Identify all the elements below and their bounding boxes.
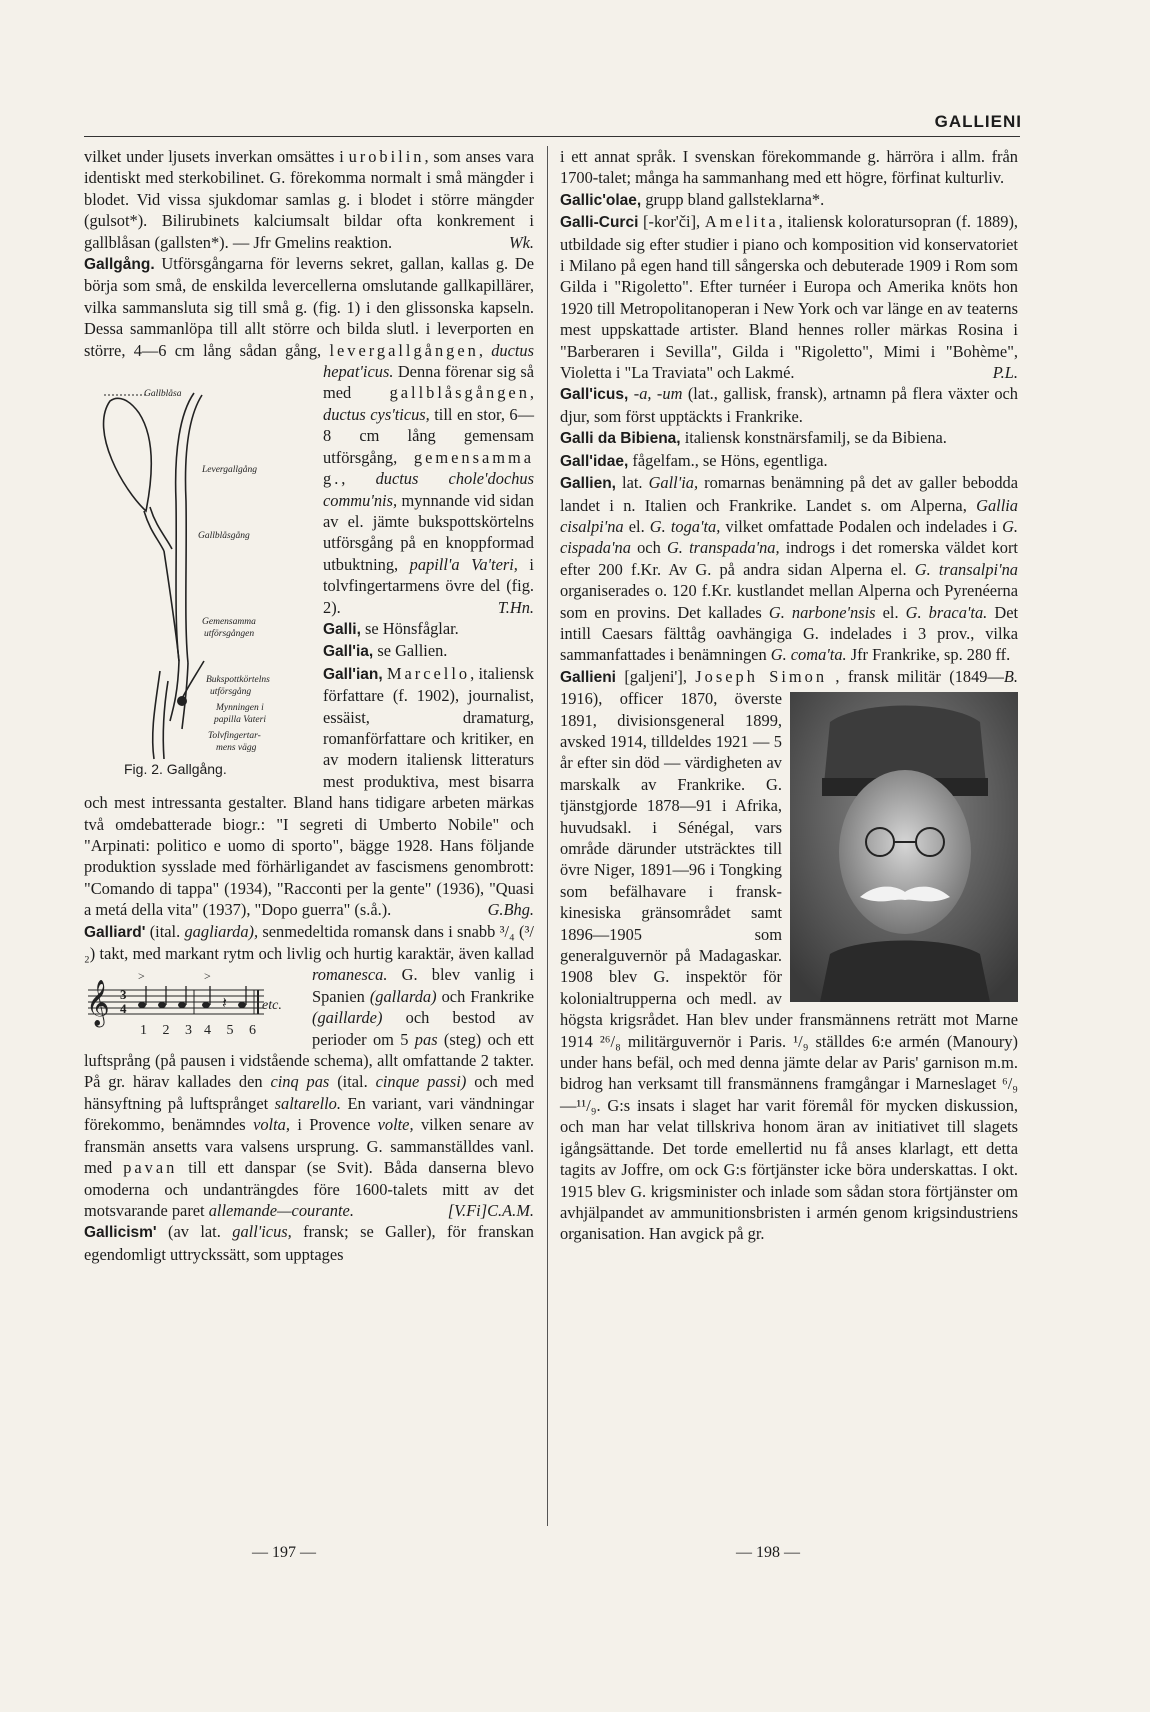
- label-tolvfingertarmens: Tolvfingertar-: [208, 731, 261, 742]
- entry-gallgang: Gallgång. Utförsgångarna för leverns sekret, gallan, kallas g. De börja som små, de enskilda levercellerna omslutande gallkapillärer, vilka sammansluta sig till små g. (fig. 1) i den glissonska kapseln. Dessa sammanlöpa till allt större och bilda slutl. i leverporten en större, 4—6 cm lång sådan gång, Gallblåsa Levergallgång Gallblåsgång Gemensamma utförsgången Bukspottkörtelns utförsgång Mynningen i papilla Vateri Tolvfingertar- mens vägg Fig. 2. Gallgång. levergallgången, ductus hepat'icus. Denna förenar sig så med gallblåsgången, ductus cys'ticus, till en stor, 6—8 cm lång gemensam utförsgång, gemensamma g., ductus chole'dochus commu'nis, mynnande vid sidan av el. jämte bukspottskörtelns utförsgång på en knoppformad utbuktning, papill'a Va'teri, i tolvfingertarmens övre del (fig. 2). T.Hn.: [84, 253, 534, 618]
- svg-text:>: >: [204, 969, 211, 984]
- svg-text:etc.: etc.: [262, 998, 282, 1014]
- svg-text:1 2 3: 1 2 3: [140, 1023, 198, 1039]
- page-number-left: — 197 —: [252, 1544, 316, 1561]
- svg-text:𝄽: 𝄽: [222, 995, 227, 1013]
- label-utforsgangen: utförsgången: [204, 629, 255, 640]
- rhythm-scheme: [84, 966, 304, 1044]
- svg-text:3: 3: [120, 987, 127, 1003]
- page-number-right: — 198 —: [736, 1544, 800, 1561]
- label-mynningen: Mynningen i: [216, 703, 264, 714]
- label-gemensamma: Gemensamma: [202, 617, 256, 628]
- running-title: GALLIENI: [934, 112, 1022, 131]
- left-column: [84, 146, 534, 1265]
- label-gallblasa: Gallblåsa: [144, 389, 182, 400]
- label-papilla: papilla Vateri: [214, 715, 266, 726]
- music-notation: [84, 966, 304, 1044]
- gallieni-portrait: [790, 692, 1018, 1002]
- label-bukspottkortelns: Bukspottkörtelns: [206, 675, 270, 686]
- label-bukspott-utforsgang: utförsgång: [210, 687, 252, 698]
- entry-galli: Galli, se Hönsfåglar.: [323, 618, 459, 638]
- entry-gallia: Gall'ia, se Gallien.: [323, 641, 448, 661]
- entry-gallicism-continuation: i ett annat språk. I svenskan förekommande g. härröra i allm. från 1700-talet; många ha sammanhang med ett högre, förfinat kulturliv.: [560, 147, 1018, 188]
- entry-galli-curci: Galli-Curci [-kor'či], Amelita, italiensk koloratursopran (f. 1889), utbildade sig efter studier i piano och komposition vid konservatoriet i Milano på egen hand till sångerska och debuterade 1909 i Rom som Gilda i "Rigoletto". Efter turnéer i Europa och Amerika knöts hon 1920 till Metropolitanoperan i New York och var länge en av teaterns mest uppskattade artister. Bland hennes roller märkas Rosina i "Barberaren i Sevilla", Gilda i "Rigoletto", Mimi i "Bohème", Violetta i "La Traviata" och Lakmé. P.L.: [560, 212, 1018, 383]
- column-divider: [547, 146, 548, 1526]
- svg-text:4: 4: [120, 1001, 127, 1017]
- figure-gallgang: [84, 361, 309, 779]
- entry-galliard: Galliard' (ital. gagliarda), senmedeltida romansk dans i snabb ³/₄ (³/₂) takt, med markant rytm och livlig och hurtig karaktär, även kallad romanesca. 𝄞 3 4 𝄽 > > etc. 1 2 3 4 5 6 G. blev vanlig i Spanien (gallarda) och Frankrike (gaillarde) och bestod av perioder om 5 pas (steg) och ett luftsprång (på pausen i vidstående schema), allt omfattande 2 takter. På gr. härav kallades den cinq pas (ital. cinque passi) och med hänsyftning på luftsprånget saltarello. En variant, vari vändningar förekommo, benämndes volta, i Provence volte, vilken senare av fransmän ansetts vara valsens ursprung. G. sammanställdes vanl. med pavan till ett danspar (se Svit). Båda danserna blevo omoderna och undanträngdes före 1600-talets mitt av det motsvarande paret allemande—courante. [V.Fi]C.A.M.: [84, 921, 535, 1220]
- figure-caption: Fig. 2. Gallgång.: [124, 761, 227, 778]
- label-vagg: mens vägg: [216, 743, 257, 754]
- entry-gallidae: Gall'idae, fågelfam., se Höns, egentliga.: [560, 450, 828, 470]
- entry-gallian: Gall'ian, Marcello, italiensk författare (f. 1902), journalist, essäist, dramaturg, romanförfattare och kritiker, en av modern italiensk litteraturs mest produktiva, mest bisarra och mest intressanta gestalter. Bland hans tidigare arbeten märkas två omdebatterade biogr.: "I segreti di Umberto Nobile" och "Arpinati: politico e uomo di sporto", bägge 1928. Hans följande produktion sysslade med förhärligandet av fascismens genombrott: "Comando di tappa" (1934), "Racconti per la gente" (1936), "Quasi a metá della vita" (1937), "Dopo guerra" (s.å.). G.Bhg.: [84, 663, 534, 920]
- header-rule: [84, 136, 1020, 137]
- svg-text:𝄞: 𝄞: [86, 980, 110, 1027]
- entry-urobilin-continuation: vilket under ljusets inverkan omsättes i urobilin, som anses vara identiskt med sterkobilinet. G. förekomma normalt i små mängder i blodet. Vid vissa sjukdomar samlas g. i blodet i större mängder (gulsot*). Bilirubinets kalciumsalt bildar ofta konkrement i gallblåsan (gallsten*). — Jfr Gmelins reaktion. Wk.: [84, 147, 534, 252]
- right-column: [560, 146, 1018, 1245]
- entry-gallicism: Gallicism' (av lat. gall'icus, fransk; se Galler), för franskan egendomligt uttryckssätt, som upptages: [84, 1222, 534, 1264]
- gallgang-diagram: [84, 361, 309, 779]
- label-levergallgang: Levergallgång: [202, 465, 258, 476]
- entry-galli-da-bibiena: Galli da Bibiena, italiensk konstnärsfamilj, se da Bibiena.: [560, 428, 947, 448]
- entry-gallicus: Gall'icus, -a, -um (lat., gallisk, fransk), artnamn på flera växter och djur, som först upptäckts i Frankrike.: [560, 384, 1018, 426]
- entry-gallieni: Gallieni [galjeni'], Joseph Simon , fransk militär (1849—1916), officer 1870, överste 1891, divisionsgeneral 1899, avsked 1914, tilldeldes 1921 — 5 år efter sin död — värdigheten av marskalk av Frankrike. G. tjänstgjorde 1878—91 i Afrika, huvudsakl. i Sénégal, vars område därunder utsträcktes till övre Niger, 1891—96 i Tongking som befälhavare i fransk-kinesiska gränsområdet samt 1896—1905 som generalguvernör på Madagaskar. 1908 blev G. inspektör för kolonialtrupperna och medl. av högsta krigsrådet. Han blev under fransmännens reträtt mot Marne 1914 ²⁶/₈ militärguvernör i Paris. ¹/₉ ställdes 6:e armén (Manoury) under hans befäl, och med denna jämte delar av Paris' garnison m.m. bidrog han verksamt till fransmännens framgångar i Marneslaget ⁶/₉—¹¹/₉. G:s insats i slaget har varit föremål för mycken diskussion, och man har velat tillskriva honom äran av initiativet till slagets igångsättande. Det torde emellertid nu få anses klarlagt, ett detta tagits av Joffre, om ock G:s förtjänster icke böra underskattas. I okt. 1915 blev G. krigsminister och inlade som sådan stora förtjänster om avhjälpandet av ammunitionsbristen i armén genom krigsindustriens organisation. Han avgick på gr.: [560, 666, 1018, 1244]
- entry-gallicolae: Gallic'olae, grupp bland gallsteklarna*.: [560, 189, 825, 209]
- portrait-photo: [790, 692, 1018, 1002]
- label-gallblasgang: Gallblåsgång: [198, 531, 250, 542]
- svg-text:>: >: [138, 969, 145, 984]
- entry-gallien: Gallien, lat. Gall'ia, romarnas benämning på det av galler bebodda landet i n. Italien och Frankrike. Landet s. om Alperna, Gallia cisalpi'na el. G. toga'ta, vilket omfattade Podalen och indelades i G. cispada'na och G. transpada'na, indrogs i det romerska väldet kort efter 200 f.Kr. Av G. på andra sidan Alperna el. G. transalpi'na organiserades o. 120 f.Kr. kustlandet mellan Alperna och Pyrenéerna som en provins. Det kallades G. narbone'nsis el. G. braca'ta. Det intill Caesars fälttåg oavhängiga G. indelades i 3 prov., vilka sammanfattades i benämningen G. coma'ta. Jfr Frankrike, sp. 280 ff. B.: [560, 473, 1019, 686]
- svg-text:4 5 6: 4 5 6: [204, 1023, 262, 1039]
- headword: Gallgång.: [84, 256, 155, 274]
